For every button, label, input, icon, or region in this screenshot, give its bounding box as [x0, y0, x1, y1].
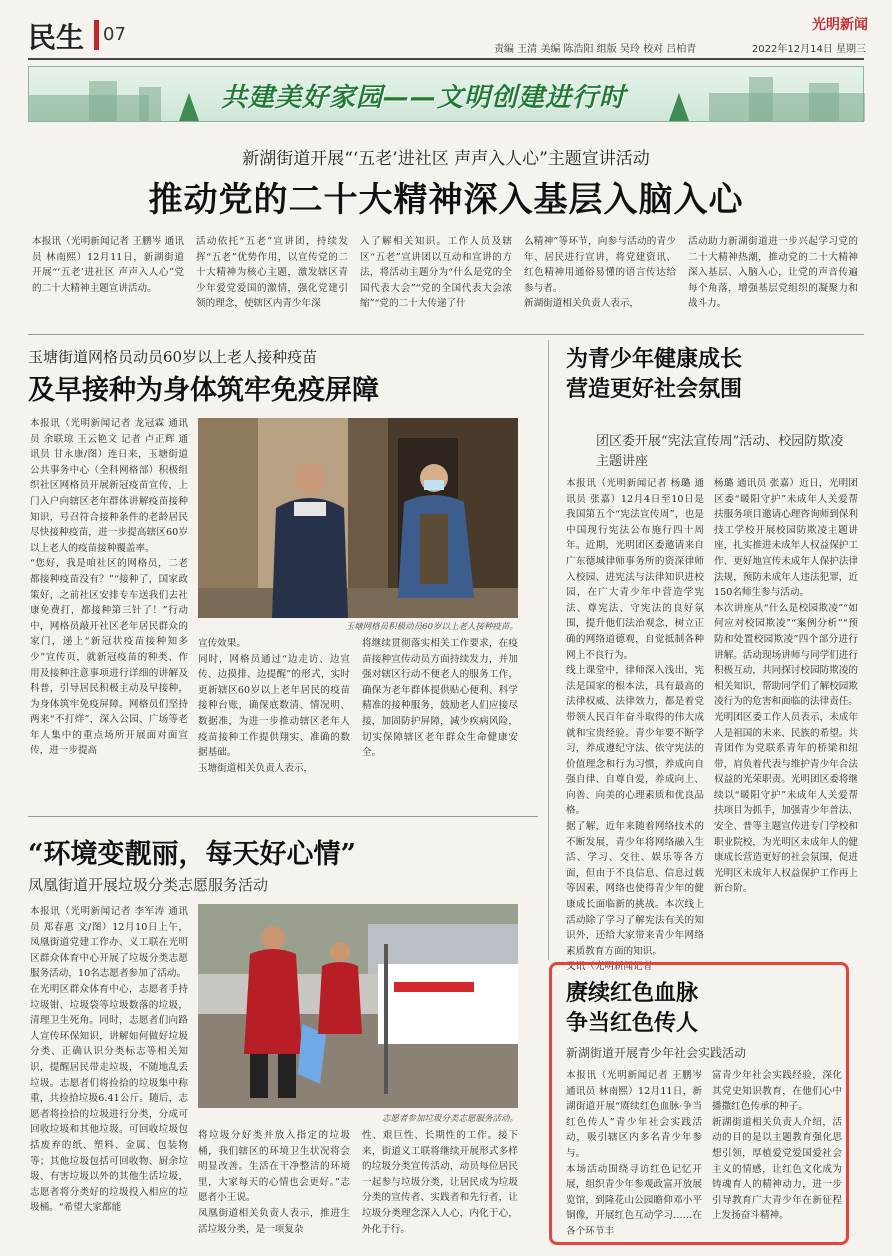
article1-column: 么精神”等环节，向参与活动的青少年、居民进行宣讲，将党建资讯、红色精神用通俗易懂的语言传达给参与者。 新湖街道相关负责人表示， — [524, 236, 676, 310]
tree-decoration — [669, 93, 689, 121]
article3-column: 本报讯（光明新闻记者 李军涛 通讯员 郑春惠 文/图）12月10日上午，凤凰街道党建工作办、义工联在光明区群众体育中心开展了垃圾分类志愿服务活动，10名志愿者参加了活动。 在光明区群众体育中心，志愿者手持垃圾钳、垃圾袋等垃圾数落的垃圾，清理卫生死角。同时，志愿者们向路人宣传环保知识，讲解如何做好垃圾分类、正确认识分类标志等相关知识，提醒居民带走垃圾，不随地乱丢垃圾。志愿者们将捡拾的垃圾集中称重，共捡拾垃圾6.41公斤。随后，志愿者将捡拾的垃圾进行分类，分成可回收垃圾和其他垃圾。可回收垃圾包括废弃的纸、塑料、金属、包装物等；其他垃圾包括可回收物、厨余垃圾、有害垃圾以外的其他生活垃圾，志愿者将分类好的垃圾投入相应的垃圾桶。“希望大家都能 — [30, 906, 188, 1214]
redbox-column: 富青少年社会实践经验，深化其党史知识教育，在他们心中播撒红色传承的种子。 新湖街道相关负责人介绍，活动的目的是以主题教育强化思想引领，厚植爱党爱国爱社会主义的情感，让红色文化成为铸魂育人的精神动力，进一步引导教育广大青少年在新征程上发扬奋斗精神。 — [712, 1070, 842, 1222]
skyline-decoration — [139, 87, 161, 121]
article1-column: 活动依托“五老”宣讲团，持续发挥“五老”优势作用，以宣传党的二十大精神为核心主题，激发辖区青少年爱党爱国的激情，强化党建引领的理念，使辖区内青少年深 — [196, 236, 348, 310]
skyline-decoration — [749, 77, 773, 121]
column-divider — [548, 340, 549, 960]
tree-decoration — [179, 93, 199, 121]
article3-column: 性、艰巨性、长期性的工作。接下来，街道义工联将继续开展形式多样的垃圾分类宣传活动，动员每位居民一起参与垃圾分类，让居民成为垃圾分类的宣传者、实践者和先行者，让垃圾分类理念深入人心，内化于心，外化于行。 — [362, 1130, 518, 1235]
article3-caption: 志愿者参加垃圾分类志愿服务活动。 — [381, 1114, 518, 1124]
article3-subtitle: 凤凰街道开展垃圾分类志愿服务活动 — [28, 876, 269, 894]
newspaper-logo: 光明新闻 — [812, 17, 868, 33]
section-divider — [28, 334, 864, 335]
vaccination-photo — [198, 418, 518, 618]
article2-column: 本报讯（光明新闻记者 龙冠霖 通讯员 余联琼 王云艳文 记者 卢正辉 通讯员 甘永康/图）连日来，玉塘街道公共事务中心（全科网格部）积极组织社区网格员开展新冠疫苗宣传，上门入户向辖区老年群体讲解疫苗接种知识，号召符合接种条件的老龄居民尽快接种疫苗，进一步提高辖区60岁以上老人的疫苗接种覆盖率。 “您好，我是咱社区的网格员，二老都接种疫苗没有？”“接种了，国家政策好，之前社区安排专车送我们去社康免费打，都接种第三针了！”行动中，网格员敲开社区老年居民群众的家门，递上“新冠状疫苗接种知多少”宣传页，就新冠疫苗的种类、作用及接种注意事项进行详细的讲解及科普，引导居民积极主动及早接种，为身体筑牢免疫屏障。网格员们坚持两来“不打烊”，深入公园、广场等老年人集中的重点场所开展面对面宣传，进一步提高 — [30, 418, 188, 757]
article2-title: 及早接种为身体筑牢免疫屏障 — [28, 375, 379, 406]
redbox-column: 本报讯（光明新闻记者 王鹏岑 通讯员 林南熙）12月11日，新湖街道开展“赓续红色血脉·争当红色传人”青少年社会实践活动，吸引辖区内多名青少年参与。 本场活动围绕寻访红色记忆开展，组织青少年参观政富开放展览馆，到隆花山公园瞻仰邓小平铜像，开展红色互动学习……在各个环节丰 — [566, 1070, 702, 1237]
issue-date: 2022年12月14日 星期三 — [751, 44, 866, 55]
article2-column: 宣传效果。 同时，网格员通过“边走访、边宣传、边摸排、边提醒”的形式，实时更新辖区60岁以上老年居民的疫苗接种台账，确保底数清、情况明、数据准，为进一步推动辖区老年人疫苗接种工作提供翔实、准确的数据基础。 玉塘街道相关负责人表示， — [198, 638, 350, 774]
redbox-title-line1: 赓续红色血脉 — [566, 980, 699, 1006]
article1-column: 本报讯（光明新闻记者 王鹏岑 通讯员 林南熙）12月11日，新湖街道开展“‘五老’进社区 声声入人心”党的二十大精神主题宣讲活动。 — [32, 236, 184, 294]
article1-column: 入了解相关知识。工作人员及辖区“五老”宣讲团以互动和宣讲的方法，将活动主题分为“什么是党的全国代表大会”“党的全国代表大会浓缩”“党的二十大传递了什 — [360, 236, 512, 310]
article3-photo — [198, 904, 518, 1108]
section-divider — [28, 816, 538, 817]
header-rule — [28, 58, 864, 60]
article2-photo — [198, 418, 518, 618]
article1-title: 推动党的二十大精神深入基层入脑入心 — [148, 180, 744, 220]
page-number: 07 — [103, 24, 126, 45]
banner-title: 共建美好家园——文明创建进行时 — [221, 83, 627, 113]
article1-column: 活动助力新湖街道进一步兴起学习党的二十大精神热潮，推动党的二十大精神深入基层、入脑入心，让党的声音传遍每个角落，增强基层党组织的凝聚力和战斗力。 — [688, 236, 858, 310]
skyline-decoration — [89, 81, 117, 121]
article3-column: 将垃圾分好类并放入指定的垃圾桶，我们辖区的环境卫生状况将会明显改善。生活在干净整洁的环境里，大家每天的心情也会更好。”志愿者小王说。 凤凰街道相关负责人表示，推进生活垃圾分类，是一项复杂 — [198, 1130, 350, 1235]
skyline-decoration — [809, 83, 839, 121]
editor-credits: 责编 王清 美编 陈浩阳 组版 吴玲 校对 吕柏青 — [494, 44, 697, 55]
article3-title: “环境变靓丽，每天好心情” — [28, 839, 357, 870]
right-article-title-line2: 营造更好社会氛围 — [566, 376, 743, 402]
banner — [28, 66, 864, 122]
volunteers-photo — [198, 904, 518, 1108]
section-bar — [94, 20, 99, 50]
article2-caption: 玉塘网格员积极动员60岁以上老人接种疫苗。 — [345, 622, 518, 632]
right-article-title-line1: 为青少年健康成长 — [566, 346, 743, 372]
redbox-subtitle: 新湖街道开展青少年社会实践活动 — [566, 1046, 747, 1060]
right-article-column: 杨璐 通讯员 张嘉）近日，光明团区委“暖阳守护”未成年人关爱帮扶服务项目邀请心理咨询师到保利技工学校开展校园防欺凌主题讲座，扎实推进未成年人权益保护工作、更好地宣传未成年人保护法律法规，预防未成年人违法犯罪，近150名师生参与活动。 本次讲座从“什么是校园欺凌”“如何应对校园欺凌”“案例分析”“预防和处置校园欺凌”四个部分进行讲解。活动现场讲师与同学们进行积极互动，共同探讨校园防欺凌的相关知识，帮助同学们了解校园欺凌行为的危害和面临的法律责任。 光明团区委工作人员表示，未成年人是祖国的未来、民族的希望。共青团作为党联系青年的桥梁和纽带，肩负着代表与维护青少年合法权益的光荣职责。光明团区委将继续以“暖阳守护”未成年人关爱帮扶项目为抓手，加强青少年普法、安全、普等主题宣传进专门学校和职业院校，为光明区未成年人的健康成长营造更好的社会氛围，促进光明区未成年人权益保护工作再上新台阶。 — [714, 478, 858, 895]
article2-kicker: 玉塘街道网格员动员60岁以上老人接种疫苗 — [28, 348, 318, 366]
right-article-subtitle: 团区委开展“宪法宣传周”活动、校园防欺凌主题讲座 — [596, 434, 844, 469]
skyline-decoration — [709, 93, 865, 121]
right-article-column: 本报讯（光明新闻记者 杨璐 通讯员 张嘉）12月4日至10日是我国第五个“宪法宣传周”，也是中国现行宪法公布施行四十周年。近期，光明团区委邀请来自广东德城律师事务所的资深律师入校园、进宪法与法律知识进校园，在广大青少年中营造学宪法、尊宪法、守宪法的良好氛围，提升他们法治观念，树立正确的网络道德观，自觉抵制各种网上不良行为。 线上课堂中，律师深入浅出，宪法是国家的根本法，具有最高的法律权威、法律效力，都是着党带领人民百年奋斗取得的伟大成就和宝贵经验。青少年要不断学习，养成遵纪守法、依守宪法的价值理念和行为习惯，养成向自强自律、自尊自爱，养成向上、向善、向美的心理素质和优良品格。 据了解，近年来随着网络技术的不断发展，青少年将网络融入生活、学习、交往、娱乐等各方面，但由于不良信息、信息过载等因素，网络也使得青少年的健康成长面临新的挑战。本次线上活动除了学习了解宪法有关的知识外，还给大家带来青少年网络素质教育方面的知识。 又讯（光明新闻记者 — [566, 478, 704, 973]
section-name: 民生 — [28, 21, 85, 54]
article1-kicker: 新湖街道开展“‘五老’进社区 声声入人心”主题宣讲活动 — [242, 149, 650, 169]
article2-column: 将继续贯彻落实相关工作要求，在疫苗接种宣传动员方面持续发力，并加强对辖区行动不便老人的服务工作，确保为老年群体提供贴心便利、科学精准的接种服务，鼓励老人们应接尽接，加固防护屏障，减少疾病风险，切实保障辖区老年群众生命健康安全。 — [362, 638, 518, 759]
redbox-title-line2: 争当红色传人 — [566, 1010, 699, 1036]
